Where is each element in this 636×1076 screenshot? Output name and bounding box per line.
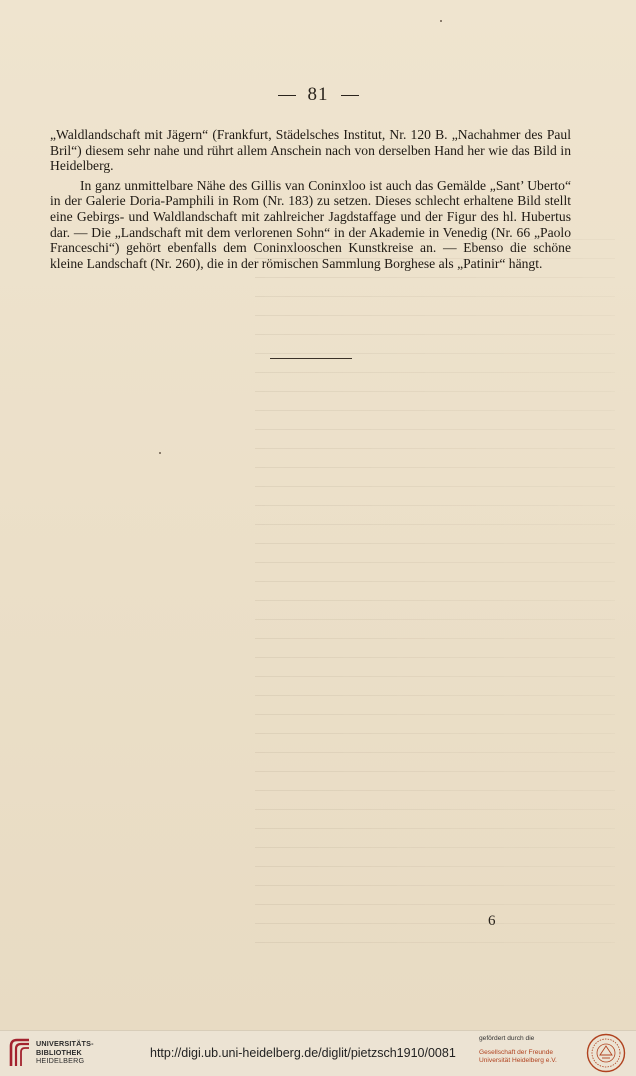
library-name xyxy=(36,1040,94,1066)
paragraph-1: „Waldlandschaft mit Jägern“ (Frankfurt, Städelsches Institut, Nr. 120 B. „Nachahmer des Paul Bril“) diesem sehr nahe und rührt allem Anschein nach von derselben Hand her wie das Bild in Heidelberg. xyxy=(50,127,571,174)
bleed-through xyxy=(255,230,615,950)
page-number-dash-left xyxy=(278,95,296,96)
funder-name-line1: Gesellschaft der Freunde xyxy=(479,1049,554,1056)
permalink-url[interactable]: http://digi.ub.uni-heidelberg.de/diglit/pietzsch1910/0081 xyxy=(150,1046,456,1060)
signature-mark: 6 xyxy=(488,913,496,929)
funded-by-label: gefördert durch die xyxy=(479,1035,535,1042)
page-number xyxy=(0,84,636,106)
funder-name-line2: Universität Heidelberg e.V. xyxy=(479,1057,557,1064)
library-logo-icon xyxy=(9,1038,33,1068)
page-number-dash-right xyxy=(341,95,359,96)
speck xyxy=(440,20,442,22)
page-number-text: 81 xyxy=(307,84,329,105)
section-rule xyxy=(270,358,352,359)
university-seal-icon xyxy=(586,1033,626,1073)
library-name-line3: HEIDELBERG xyxy=(36,1056,85,1066)
paragraph-2: In ganz unmittelbare Nähe des Gillis van Coninxloo ist auch das Gemälde „Sant’ Uberto“ in der Galerie Doria-Pamphili in Rom (Nr. 183) zu setzen. Dieses schlecht erhaltene Bild stellt eine Gebirgs- und Waldlandschaft mit zahlreicher Jagdstaffage und der Figur des hl. Hubertus dar. — Die „Landschaft mit dem verlorenen Sohn“ in der Akademie in Venedig (Nr. 66 „Paolo Franceschi“) gehört ebenfalls dem Coninxlooschen Kunstkreise an. — Ebenso die schöne kleine Landschaft (Nr. 260), die in der römischen Sammlung Borghese als „Patinir“ hängt. xyxy=(50,177,571,271)
library-name-line2: BIBLIOTHEK xyxy=(36,1047,82,1057)
speck xyxy=(159,452,161,454)
body-text xyxy=(50,127,571,271)
library-name-line1: UNIVERSITÄTS- xyxy=(36,1039,94,1048)
funder-block xyxy=(479,1035,571,1065)
